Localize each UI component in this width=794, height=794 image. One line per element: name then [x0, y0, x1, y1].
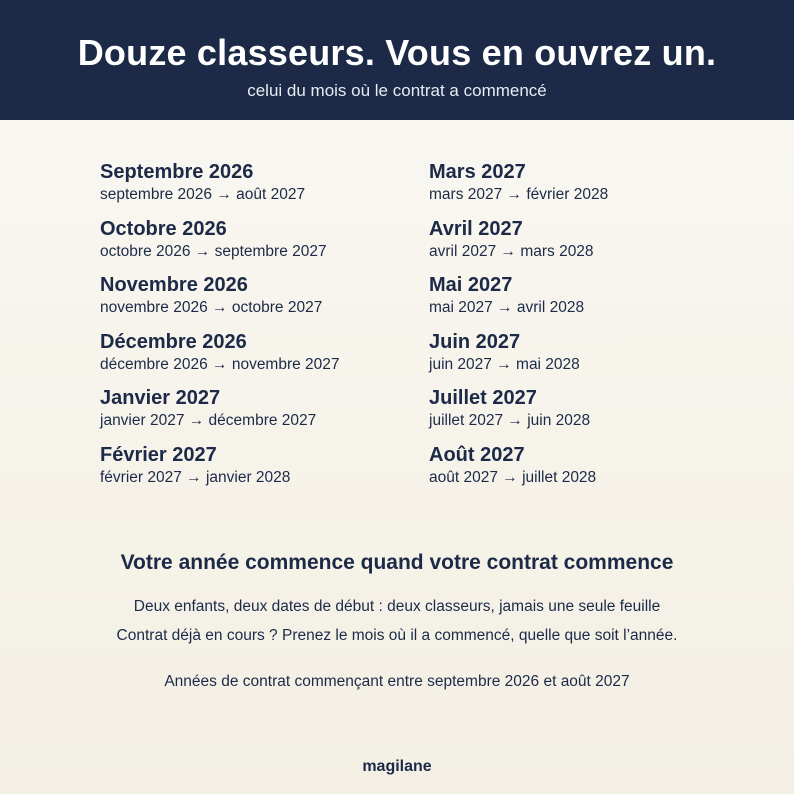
binder-range: juillet 2027 → juin 2028 [429, 412, 591, 429]
binder-entry [429, 441, 608, 498]
binder-month: Mars 2027 [429, 161, 526, 183]
binder-entry [429, 328, 608, 385]
binder-range: mars 2027 → février 2028 [429, 186, 609, 203]
page-title: Douze classeurs. Vous en ouvrez un. [77, 32, 717, 73]
binder-month: Juillet 2027 [429, 387, 537, 409]
binder-range: avril 2027 → mars 2028 [429, 242, 594, 260]
info-line-contract-ongoing: Contrat déjà en cours ? Prenez le mois où il a commencé, quelle que soit l’année. [116, 627, 678, 644]
binder-month: Janvier 2027 [100, 387, 221, 409]
binder-month: Avril 2027 [429, 217, 523, 240]
binder-month: Mai 2027 [429, 274, 513, 296]
page-subtitle: celui du mois où le contrat a commencé [247, 81, 547, 100]
binder-month: Décembre 2026 [100, 330, 247, 353]
header-banner [0, 0, 794, 120]
binder-entry [100, 271, 340, 328]
binder-entry [429, 384, 608, 441]
binder-month: Août 2027 [429, 443, 525, 466]
binder-list-left [100, 158, 340, 497]
binder-range: février 2027 → janvier 2028 [100, 468, 291, 486]
binder-entry [429, 271, 608, 328]
info-title: Votre année commence quand votre contrat commence [120, 551, 674, 574]
info-line-two-children: Deux enfants, deux dates de début : deux classeurs, jamais une seule feuille [133, 598, 661, 615]
binder-entry [429, 158, 608, 215]
binder-range: août 2027 → juillet 2028 [429, 468, 597, 486]
binder-range: novembre 2026 → octobre 2027 [100, 299, 323, 316]
binder-range: octobre 2026 → septembre 2027 [100, 242, 327, 260]
binder-entry [429, 215, 608, 272]
binder-range: mai 2027 → avril 2028 [429, 299, 585, 316]
binder-month: Juin 2027 [429, 330, 521, 353]
binder-range: janvier 2027 → décembre 2027 [100, 412, 317, 429]
brand-name: magilane [362, 758, 432, 775]
binder-month: Octobre 2026 [100, 217, 227, 240]
binder-entry [100, 215, 340, 272]
binder-range: décembre 2026 → novembre 2027 [100, 355, 340, 373]
binder-entry [100, 328, 340, 385]
binder-month: Septembre 2026 [100, 161, 254, 183]
binder-list-right [429, 158, 608, 497]
binder-entry [100, 441, 340, 498]
binder-month: Novembre 2026 [100, 274, 248, 296]
binder-month: Février 2027 [100, 443, 217, 466]
binder-range: juin 2027 → mai 2028 [429, 355, 580, 373]
binder-entry [100, 158, 340, 215]
binder-entry [100, 384, 340, 441]
info-line-contract-years: Années de contrat commençant entre septembre 2026 et août 2027 [164, 673, 630, 690]
binder-range: septembre 2026 → août 2027 [100, 186, 306, 203]
